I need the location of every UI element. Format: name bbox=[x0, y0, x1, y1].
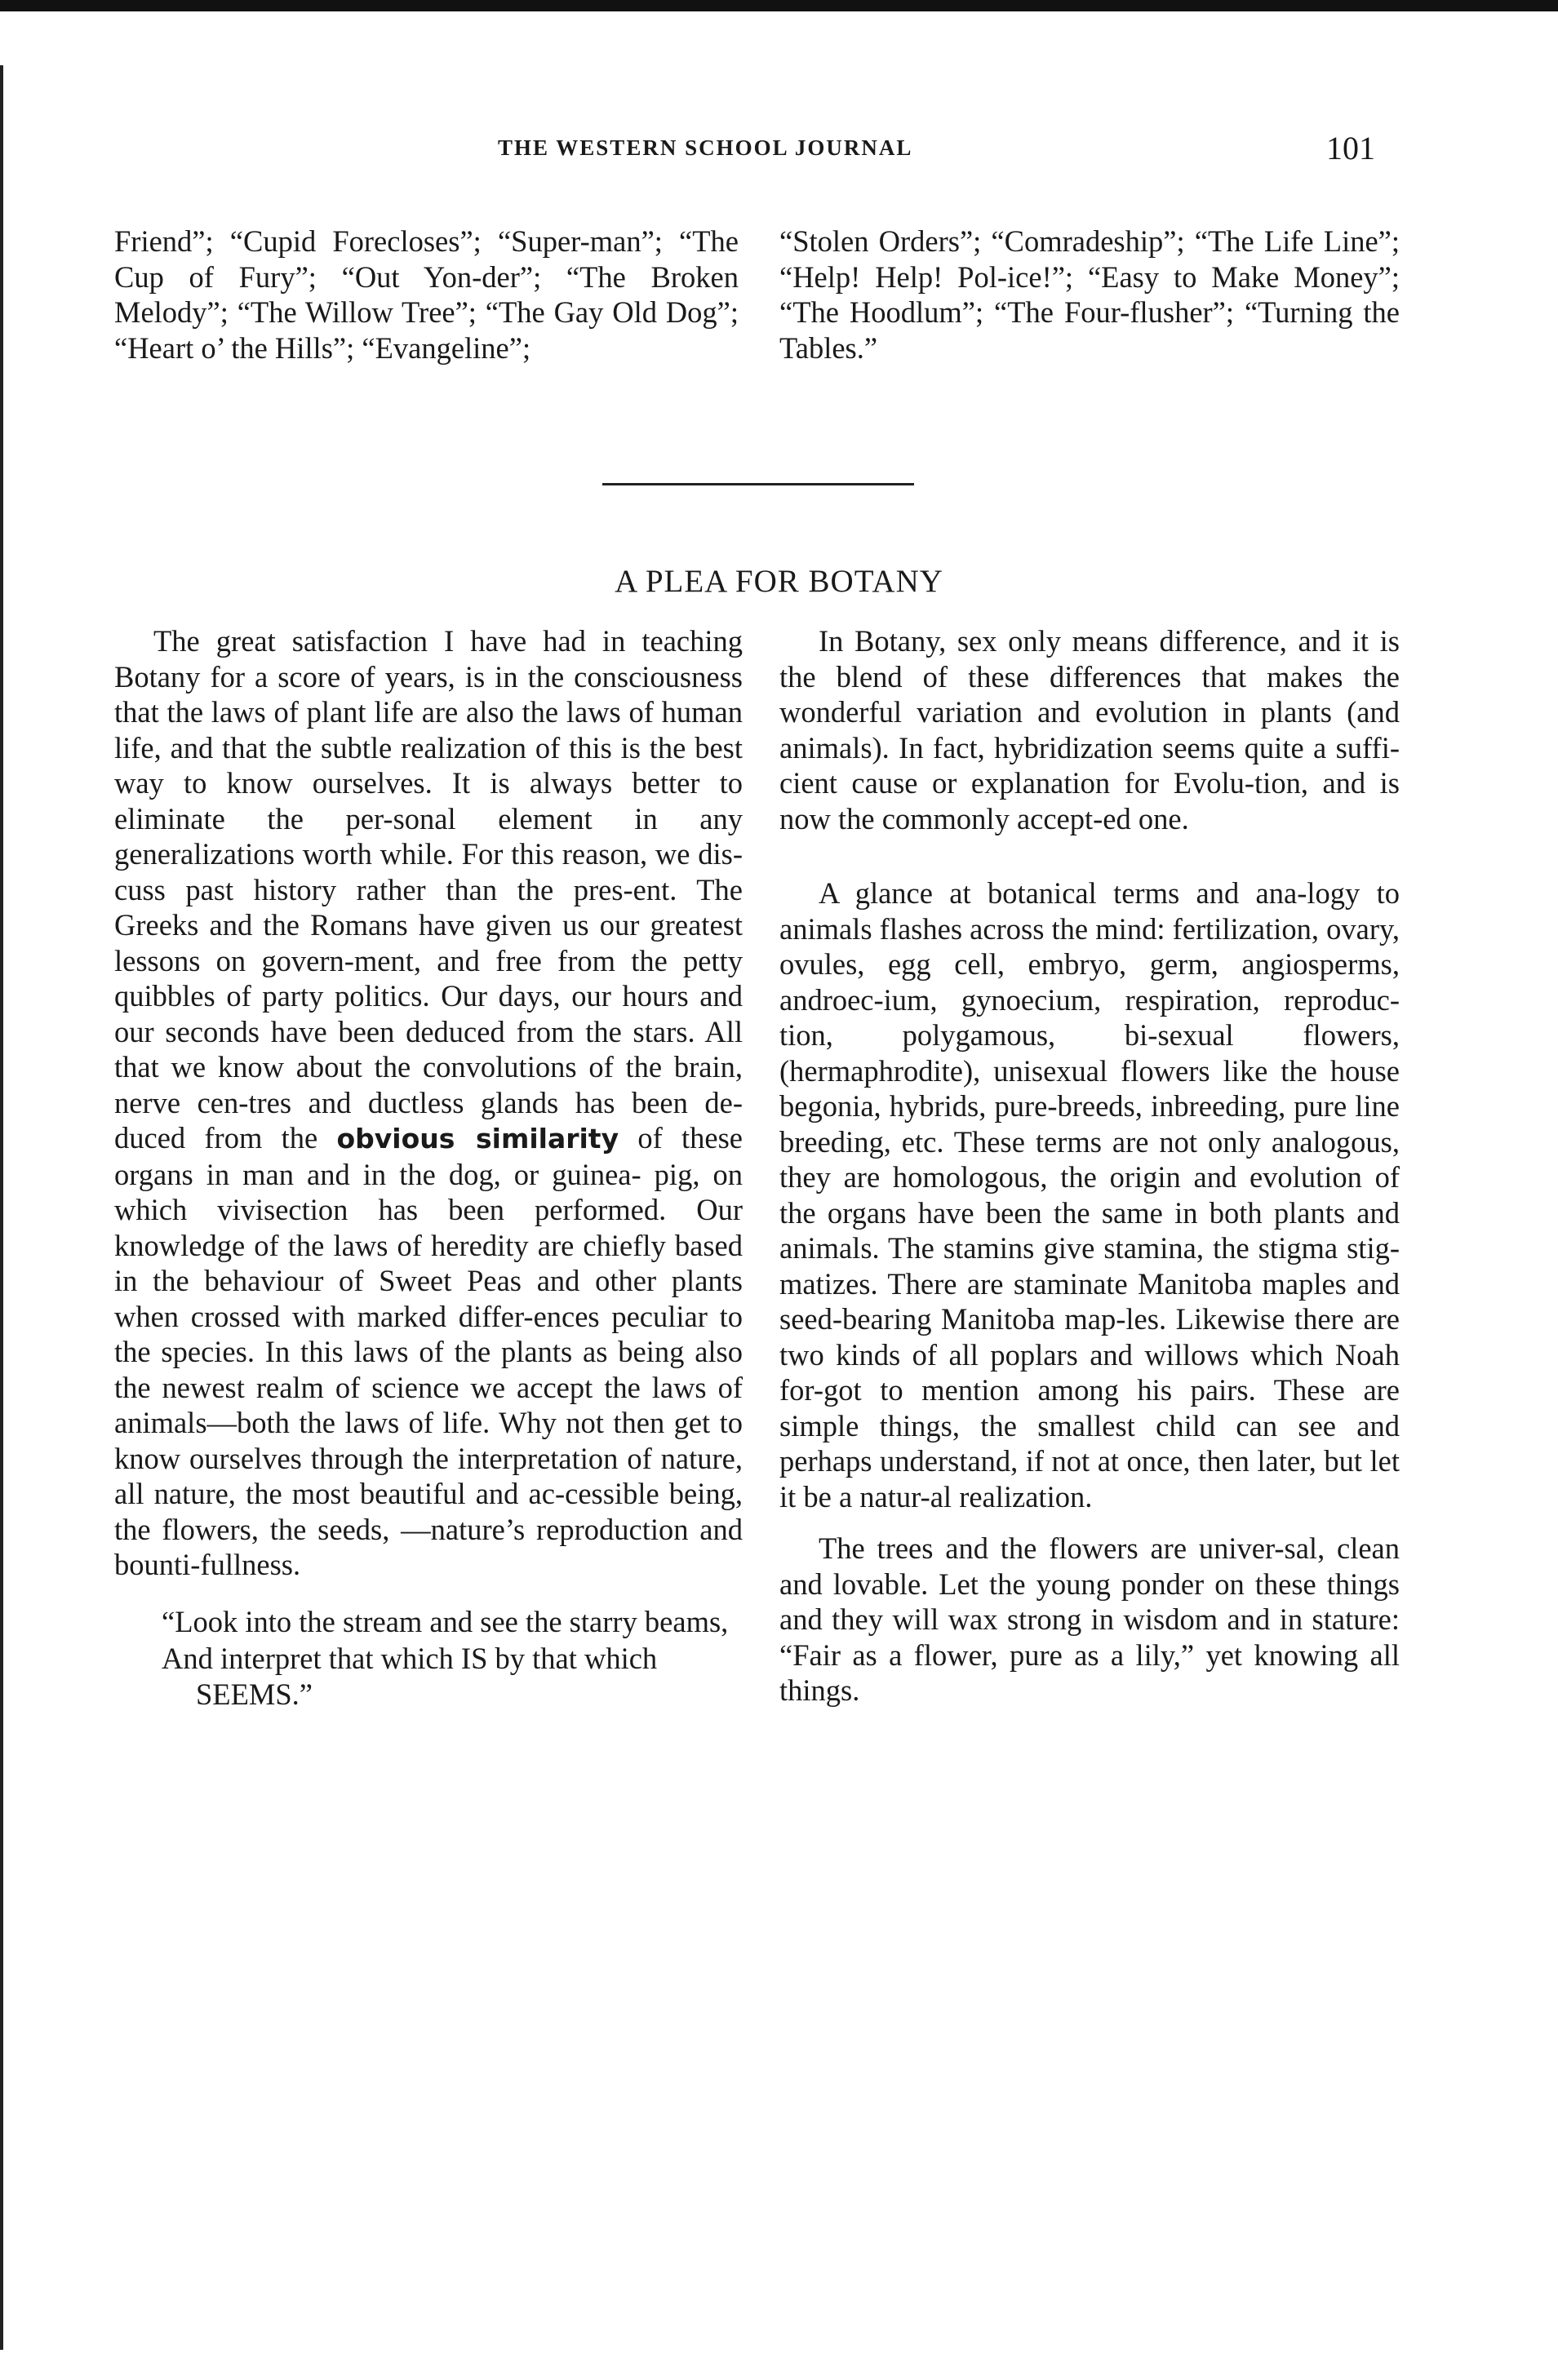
page-top-edge bbox=[0, 0, 1558, 11]
play-titles-left-column bbox=[114, 224, 739, 366]
play-titles-left-text: Friend”; “Cupid Forecloses”; “Super-man”; “The Cup of Fury”; “Out Yon-der”; “The Broken Melody”; “The Willow Tree”; “The Gay Old Dog”; “Heart o’ the Hills”; “Evangeline”; bbox=[114, 224, 739, 365]
article-paragraph: A glance at botanical terms and ana-logy to animals flashes across the mind: fertilization, ovary, ovules, egg cell, embryo, germ, angiosperms, androec-ium, gynoecium, respiration, reproduc-tion, polygamous, bi-sexual flowers, (hermaphrodite), unisexual flowers like the house begonia, hybrids, pure-breeds, inbreeding, pure line breeding, etc. These terms are not only analogous, they are homologous, the origin and evolution of the organs have been the same in both plants and animals. The stamins give stamina, the stigma stig-matizes. There are staminate Manitoba maples and seed-bearing Manitoba map-les. Likewise there are two kinds of all poplars and willows which Noah for-got to mention among his pairs. These are simple things, the smallest child can see and perhaps understand, if not at once, then later, but let it be a natur-al realization. bbox=[779, 876, 1400, 1514]
paragraph-text: of these organs in man and in the dog, or guinea- pig, on which vivisection has been performed. Our knowledge of the laws of heredity are chiefly based in the behaviour of Sweet Peas and other plants when crossed with marked differ-ences peculiar to the species. In this laws of the plants as being also the newest realm of science we accept the laws of animals—both the laws of life. Why not then get to know ourselves through the interpretation of nature, all nature, the most beautiful and ac-cessible being, the flowers, the seeds, —nature’s reproduction and bounti-fullness. bbox=[114, 1121, 743, 1581]
article-paragraph: The trees and the flowers are univer-sal, clean and lovable. Let the young ponder on these things and they will wax strong in wisdom and in stature: “Fair as a flower, pure as a lily,” yet knowing all things. bbox=[779, 1531, 1400, 1707]
section-divider bbox=[602, 483, 914, 485]
play-titles-right-column bbox=[779, 224, 1400, 366]
article-left-column bbox=[114, 623, 743, 1712]
article-paragraph: In Botany, sex only means difference, and it is the blend of these differences that makes the wonderful variation and evolution in plants (and animals). In fact, hybridization seems quite a suffi-cient cause or explanation for Evolu-tion, and is now the commonly accept-ed one. bbox=[779, 624, 1400, 835]
play-titles-right-text: “Stolen Orders”; “Comradeship”; “The Life Line”; “Help! Help! Pol-ice!”; “Easy to Make Money”; “The Hoodlum”; “The Four-flusher”; “Turning the Tables.” bbox=[779, 224, 1400, 365]
verse-quotation bbox=[114, 1604, 743, 1713]
article-paragraph bbox=[114, 623, 743, 1583]
verse-line: “Look into the stream and see the starry beams, bbox=[162, 1604, 729, 1638]
verse-line: And interpret that which IS by that which SEEMS.” bbox=[162, 1642, 658, 1711]
article-title: A PLEA FOR BOTANY bbox=[615, 564, 943, 599]
page-binding-edge bbox=[0, 65, 10, 2350]
page-number: 101 bbox=[1326, 130, 1375, 166]
article-right-column bbox=[779, 623, 1400, 1709]
running-head bbox=[0, 130, 1558, 176]
paragraph-text: The great satisfaction I have had in teaching Botany for a score of years, is in the consciousness that the laws of plant life are also the laws of human life, and that the subtle realization of this is the best way to know ourselves. It is always better to eliminate the per-sonal element in any generalizations worth while. For this reason, we dis-cuss past history rather than the pres-ent. The Greeks and the Romans have given us our greatest lessons on govern-ment, and free from the petty quibbles of party politics. Our days, our hours and our seconds have been deduced from the stars. All that we know about the convolutions of the brain, nerve cen-tres and ductless glands has been de-duced from the bbox=[114, 624, 743, 1155]
journal-title: THE WESTERN SCHOOL JOURNAL bbox=[498, 135, 913, 160]
emphasized-phrase: obvious similarity bbox=[336, 1123, 619, 1155]
